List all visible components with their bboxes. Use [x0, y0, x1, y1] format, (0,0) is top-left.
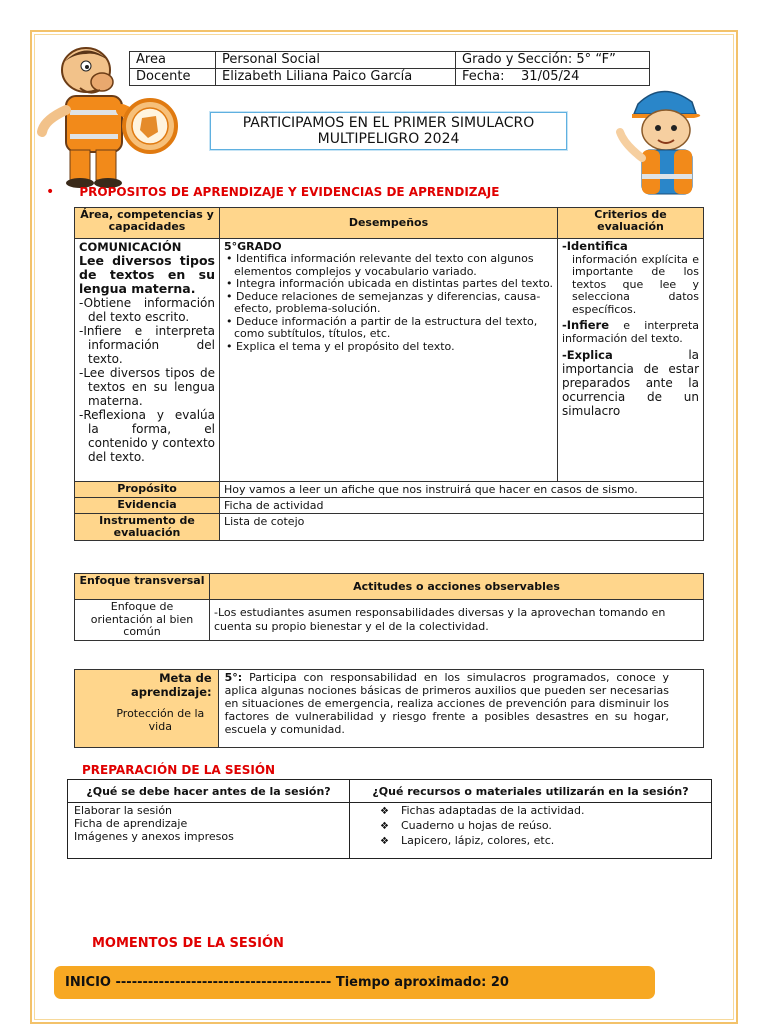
comp-subtitle: Lee diversos tipos de textos en su lengua materna. — [79, 253, 215, 296]
recursos-cell — [350, 803, 712, 859]
desempeno-item: • Identifica información relevante del texto con algunos elementos complejos y vocabulario variado. — [226, 252, 534, 278]
instrumento-value: Lista de cotejo — [220, 514, 704, 541]
desempeno-item: • Explica el tema y el propósito del texto. — [226, 339, 455, 353]
meta-label: Meta de aprendizaje: — [131, 671, 212, 699]
antes-cell — [68, 803, 350, 859]
rescue-mascot-right — [612, 84, 708, 202]
capacidad-item: -Reflexiona y evalúa la forma, el contenido y contexto del texto. — [79, 408, 215, 464]
momentos-heading: MOMENTOS DE LA SESIÓN — [92, 936, 284, 951]
enfoque-text: -Los estudiantes asumen responsabilidades diversas y la aprovechan tomando en cuenta su propio bienestar y el de la colectividad. — [210, 600, 704, 641]
propositos-heading-row — [46, 181, 499, 200]
instrumento-label: Instrumento de evaluación — [75, 514, 220, 541]
desempeno-item: • Deduce relaciones de semejanzas y diferencias, causa-efecto, problema-solución. — [226, 289, 541, 315]
fecha-cell — [456, 69, 650, 86]
col-header-criterios: Criterios de evaluación — [558, 208, 704, 239]
grado-label: Grado y Sección: 5° “F” — [456, 52, 650, 69]
desempenos-list — [224, 253, 553, 353]
meta-text: Participa con responsabilidad en los simulacros programados, conoce y aplica algunas nociones básicas de primeros auxilios que pueden ser necesarias en situaciones de emergencia, realiza acciones de prevención para disminuir los factores de vulnerabilidad y riesgo frente a posibles desastres en su hogar, escuela y comunidad. — [224, 671, 670, 736]
actitudes-col-header: Actitudes o acciones observables — [210, 574, 704, 600]
recurso-item: ❖ Fichas adaptadas de la actividad. — [380, 804, 705, 819]
antes-col-header: ¿Qué se debe hacer antes de la sesión? — [68, 780, 350, 803]
session-title — [210, 112, 567, 150]
bullet-icon: • — [46, 184, 55, 200]
meta-text-cell — [218, 670, 703, 748]
fecha-label: Fecha: — [462, 69, 505, 84]
evidencia-label: Evidencia — [75, 498, 220, 514]
col-header-area: Área, competencias y capacidades — [75, 208, 220, 239]
criterio-explica-text: la importancia de estar preparados ante la ocurrencia de un simulacro — [562, 348, 699, 418]
fecha-value: 31/05/24 — [521, 69, 580, 84]
criterio-infiere-label: -Infiere — [562, 318, 610, 332]
recurso-item: ❖ Lapicero, lápiz, colores, etc. — [380, 834, 705, 849]
propositos-heading: PROPOSITOS DE APRENDIZAJE Y EVIDENCIAS DE APRENDIZAJE — [79, 185, 500, 199]
docente-label: Docente — [130, 69, 216, 86]
desempenos-cell — [220, 239, 558, 482]
antes-item: Ficha de aprendizaje — [74, 817, 188, 830]
capacidad-item: -Obtiene información del texto escrito. — [79, 296, 215, 324]
meta-label-cell — [75, 670, 219, 748]
desempeno-item: • Deduce información a partir de la estructura del texto, como subtítulos, títulos, etc. — [226, 314, 538, 340]
evidencia-value: Ficha de actividad — [220, 498, 704, 514]
area-value: Personal Social — [216, 52, 456, 69]
criterio-infiere-text: e interpreta información del texto. — [562, 319, 699, 345]
header-info-table — [129, 51, 650, 86]
col-header-desempenos: Desempeños — [220, 208, 558, 239]
preparacion-heading: PREPARACIÓN DE LA SESIÓN — [82, 763, 276, 777]
enfoque-name: Enfoque de orientación al bien común — [75, 600, 210, 641]
recursos-list — [380, 804, 705, 849]
enfoque-table — [74, 573, 704, 641]
proposito-value: Hoy vamos a leer un afiche que nos instruirá que hacer en casos de sismo. — [220, 482, 704, 498]
session-title-line1: PARTICIPAMOS EN EL PRIMER SIMULACRO — [242, 115, 535, 131]
criterios-cell — [558, 239, 704, 482]
propositos-table — [74, 207, 704, 541]
desempeno-item: • Integra información ubicada en distintas partes del texto. — [226, 277, 553, 290]
proposito-label: Propósito — [75, 482, 220, 498]
comp-title: COMUNICACIÓN — [79, 240, 182, 254]
meta-table — [74, 669, 704, 748]
criterio-identifica-text: información explícita e importante de los textos que lee y selecciona datos específicos. — [572, 252, 699, 316]
antes-item: Elaborar la sesión — [74, 804, 173, 817]
antes-item: Imágenes y anexos impresos — [74, 830, 234, 843]
criterio-identifica-label: -Identifica — [562, 239, 628, 253]
docente-value: Elizabeth Liliana Paico García — [216, 69, 456, 86]
criterio-explica-label: -Explica — [562, 348, 613, 362]
meta-sublabel: Protección de la vida — [116, 707, 205, 733]
recursos-col-header: ¿Qué recursos o materiales utilizarán en la sesión? — [350, 780, 712, 803]
preparacion-table — [67, 779, 712, 859]
inicio-bar: INICIO ---------------------------------------- Tiempo aproximado: 20 — [54, 966, 655, 999]
capacidad-item: -Infiere e interpreta información del texto. — [79, 324, 215, 366]
meta-grado: 5°: — [224, 671, 243, 684]
capacidad-item: -Lee diversos tipos de textos en su lengua materna. — [79, 366, 215, 408]
competencias-cell — [75, 239, 220, 482]
area-label: Area — [130, 52, 216, 69]
session-title-line2: MULTIPELIGRO 2024 — [317, 131, 460, 147]
grado-title: 5°GRADO — [224, 240, 282, 253]
enfoque-col-header: Enfoque transversal — [75, 574, 210, 600]
recurso-item: ❖ Cuaderno u hojas de reúso. — [380, 819, 705, 834]
